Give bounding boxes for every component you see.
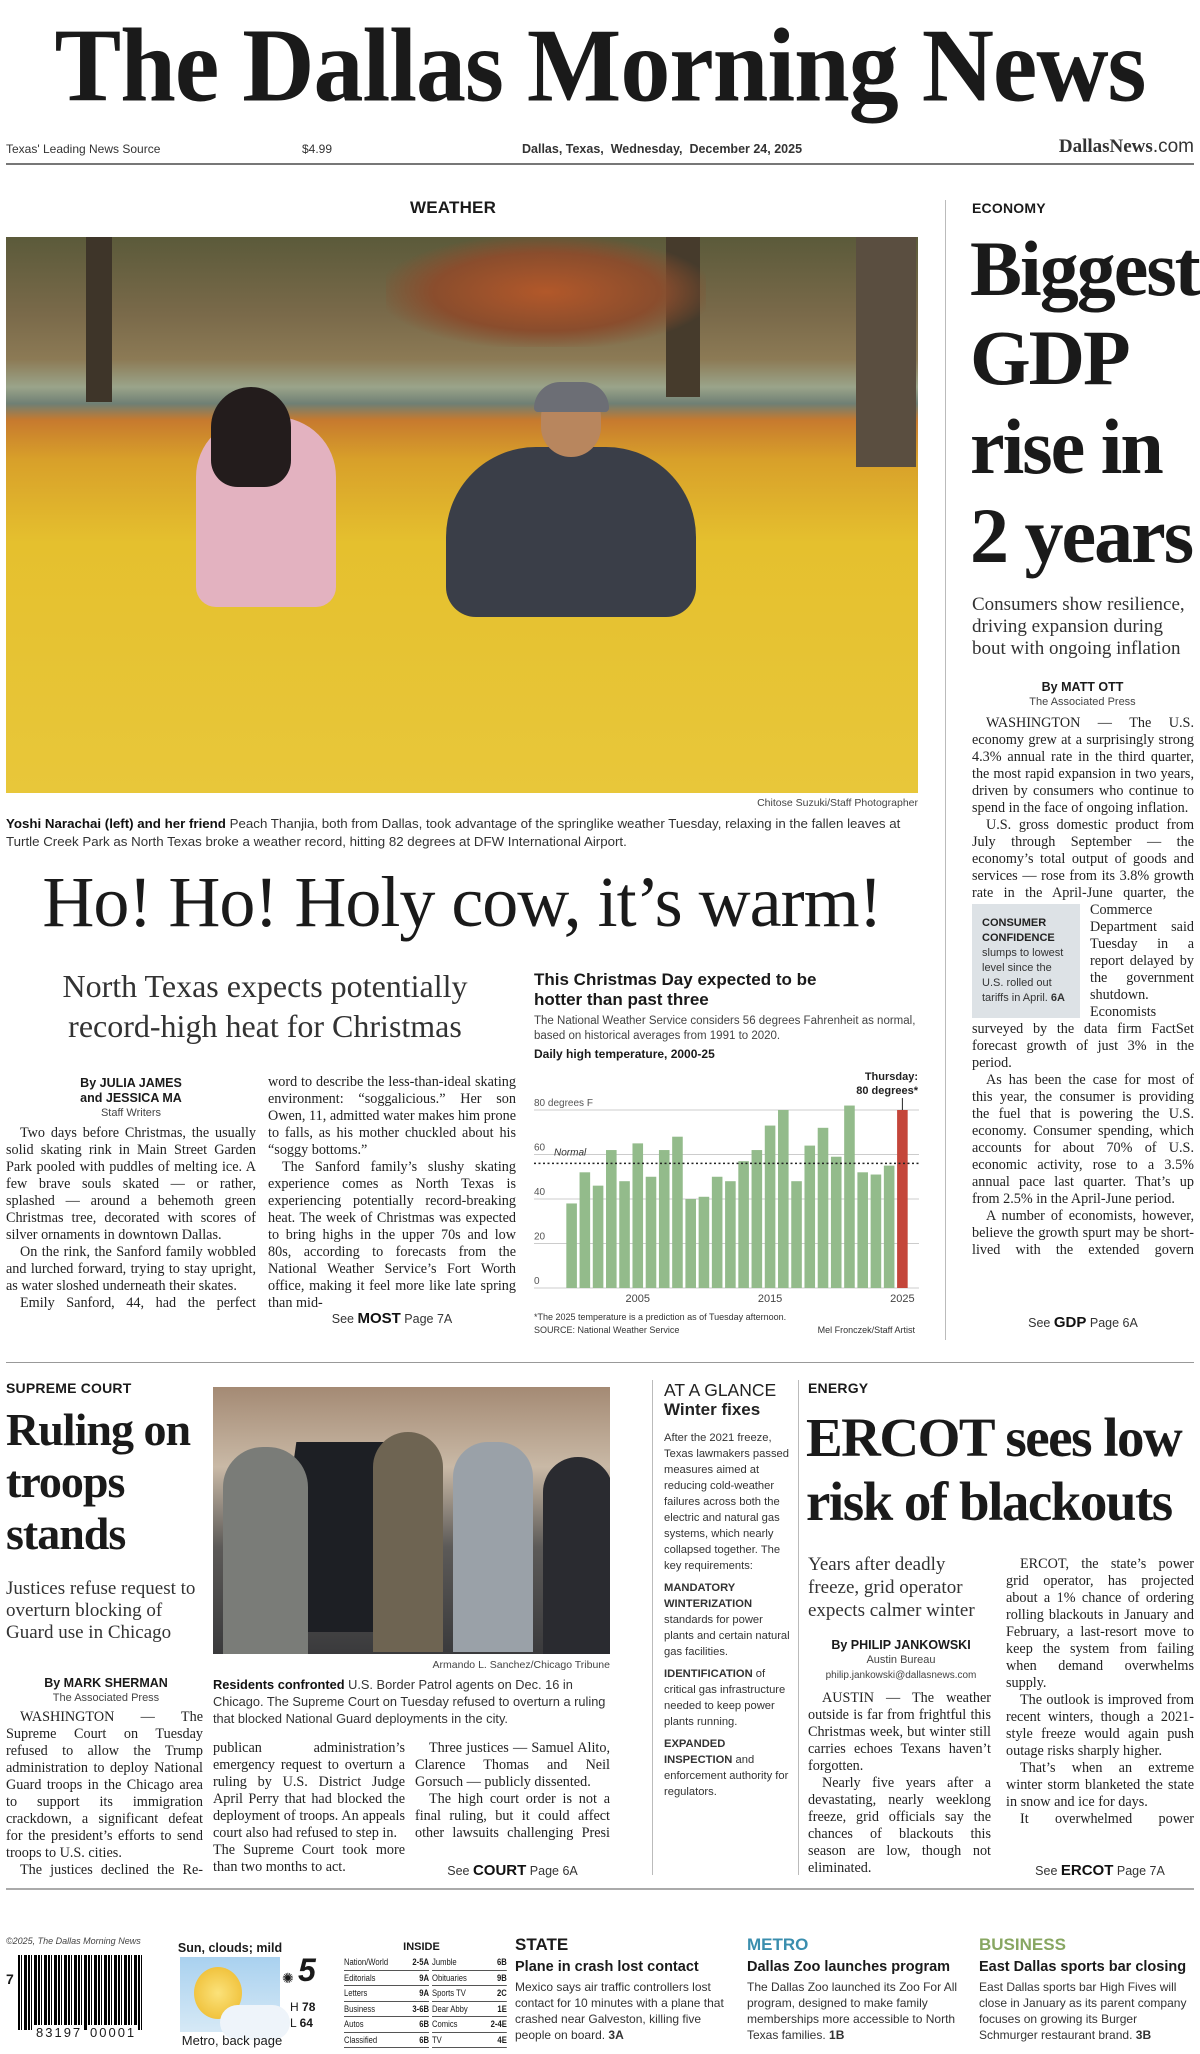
inside-item-page: 1E (497, 2003, 507, 2014)
paragraph: As has been the case for most of this year, the consumer is providing the fuel that is powering the U.S. economy. Consumer spending, which accounts for about 70% of U.S. economic activity, rose to a 3.5% annual pace last quarter. That’s up from 2.5% in the April-June period. (972, 1072, 1194, 1207)
inside-item-page: 9A (419, 1972, 429, 1983)
masthead-title: The Dallas Morning News (54, 7, 1146, 124)
weather-chart (534, 970, 918, 1061)
y-tick-label: 40 (534, 1187, 546, 1198)
economy-jump-link[interactable] (972, 1314, 1194, 1331)
inside-item-page: 3-6B (412, 2003, 429, 2014)
glance-item (664, 1666, 794, 1730)
inside-index-left (344, 1955, 429, 2048)
bar-2020 (831, 1157, 842, 1288)
ercot-byline (806, 1638, 996, 1683)
teaser-page: 1B (829, 2028, 845, 2042)
inside-item-page: 2-4E (490, 2019, 507, 2029)
price: $4.99 (302, 142, 333, 156)
weather-body-col2 (268, 1074, 516, 1312)
footer-rule (6, 1888, 1194, 1890)
site-tld: .com (1152, 136, 1194, 157)
inside-item-page: 2C (497, 1988, 507, 1998)
column-divider (798, 1380, 799, 1875)
section-label-court: SUPREME COURT (6, 1380, 132, 1396)
inside-item-name: Jumble (432, 1957, 457, 1967)
bar-2014 (752, 1150, 763, 1288)
jump-see: See (331, 1312, 354, 1326)
bar-2019 (818, 1128, 829, 1288)
nbc5-logo (282, 1952, 332, 1988)
byline-affiliation: The Associated Press (52, 1692, 160, 1704)
byline-affiliation: The Associated Press (1029, 696, 1136, 708)
column-divider (652, 1380, 653, 1875)
paragraph: Three justices — Samuel Alito, Clarence Thomas and Neil Gorsuch — publicly dissented. (415, 1740, 610, 1790)
inside-item-page: 6B (419, 2034, 429, 2045)
byline-name: By MARK SHERMAN (44, 1676, 168, 1690)
chart-title: This Christmas Day expected to be hotter than past three (534, 970, 817, 1009)
low-value: 64 (299, 2016, 313, 2030)
jump-page: Page 6A (529, 1864, 578, 1878)
annotation-label: Thursday: (864, 1071, 918, 1083)
bar-2013 (738, 1161, 749, 1288)
barcode (6, 1955, 156, 2047)
inside-item[interactable] (344, 2002, 429, 2018)
court-body-col2 (213, 1740, 405, 1876)
forecast-title: Sun, clouds; mild (177, 1941, 283, 1955)
jump-see: See (1035, 1864, 1058, 1878)
inside-item[interactable] (432, 1986, 507, 2002)
inside-item-page: 6B (497, 1957, 507, 1967)
paragraph: The justices declined the Re- (20, 1862, 203, 1878)
jump-see: See (447, 1864, 470, 1878)
economy-deck: Consumers show resilience, driving expansion during bout with ongoing inflation (972, 594, 1185, 659)
paragraph: ERCOT, the state’s power grid operator, has projected about a 1% chance of ordering rolling blackouts in January and February, a last-resort move to keep the system from failing when demand overwhelms supply. (1006, 1556, 1194, 1691)
bar-2025 (897, 1110, 908, 1288)
teaser-page: 3B (1135, 2028, 1152, 2042)
teaser-metro[interactable] (747, 1935, 967, 2043)
ercot-body-col2 (1006, 1556, 1194, 1828)
paragraph: word to describe the less-than-ideal skating environment: “soggalicious.” Her son Owen, 11, admitted water makes him prone to falls, as his mother chuckled about his “soggy bottoms.” (268, 1074, 516, 1158)
glance-item (664, 1580, 794, 1660)
ercot-jump-link[interactable] (1006, 1862, 1194, 1879)
bar-2008 (672, 1137, 683, 1288)
high-value: 78 (302, 2000, 316, 2014)
glance-item-lead: MANDATORY WINTERIZATION (664, 1582, 753, 1610)
at-a-glance-box (664, 1380, 794, 1800)
section-label-economy: ECONOMY (972, 200, 1046, 216)
jump-keyword: COURT (472, 1862, 527, 1879)
bar-2004 (619, 1181, 630, 1288)
caption-text: Peach Thanjia, both from Dallas, took advantage of the springlike weather Tuesday, relaxing in the fallen leaves at Turtle Creek Park as North Texas broke a weather record, hitting 82 degrees at DFW International Airport. (6, 816, 901, 849)
teaser-text (515, 1979, 730, 2043)
bystander (543, 1457, 610, 1654)
tree-trunk (856, 237, 916, 467)
site-link[interactable] (1059, 136, 1194, 158)
forecast-high (290, 2000, 315, 2014)
bar-2007 (659, 1150, 670, 1288)
paragraph: A number of economists, however, believe the growth spurt may be short-lived with the extended govern (972, 1208, 1194, 1258)
inside-item[interactable] (432, 2033, 507, 2049)
weather-byline (6, 1076, 256, 1121)
bar-2011 (712, 1177, 723, 1288)
inside-item-page: 2-5A (412, 1957, 429, 1967)
teaser-body: East Dallas sports bar High Fives will close in January as its parent company focuses on growing its Burger Schmurger restaurant brand. (979, 1980, 1187, 2042)
inside-item-name: Classified (344, 2034, 378, 2045)
inside-item-name: Nation/World (344, 1957, 389, 1967)
bar-2016 (778, 1110, 789, 1288)
teaser-body: Mexico says air traffic controllers lost contact for 10 minutes with a plane that crashed near Galveston, killing five people on board. (515, 1980, 724, 2042)
byline-email[interactable]: philip.jankowski@dallasnews.com (825, 1670, 977, 1681)
person-right-cap (534, 382, 609, 412)
glance-title: Winter fixes (664, 1400, 761, 1419)
teaser-text (979, 1979, 1197, 2043)
inside-item[interactable] (432, 1955, 507, 1971)
resident (453, 1442, 533, 1652)
glance-item-text: standards for power plants and certain natural gas facilities. (664, 1614, 790, 1658)
paragraph: publican administration’s emergency request to overturn a ruling by U.S. District Judge April Perry that had blocked the deployment of troops. An appeals court also had refused to step in. (213, 1740, 405, 1841)
y-tick-label: 60 (534, 1142, 546, 1154)
inset-text: slumps to lowest level since the U.S. rolled out tariffs in April. (982, 947, 1064, 1004)
weather-jump-link[interactable] (268, 1310, 516, 1327)
bar-2002 (593, 1186, 604, 1288)
byline-affiliation: Staff Writers (100, 1107, 162, 1119)
court-headline[interactable]: Ruling on troops stands (6, 1404, 191, 1559)
byline-affiliation: Austin Bureau (866, 1654, 936, 1666)
nbc-peacock-icon: ✺ (282, 1970, 294, 1986)
inside-item-name: Letters (344, 1988, 368, 1998)
chart-subtitle: The National Weather Service considers 56 degrees Fahrenheit as normal, based on historical averages from 1991 to 2020. (534, 1015, 916, 1042)
ercot-deck: Years after deadly freeze, grid operator expects calmer winter (808, 1554, 975, 1621)
annotation-value: 80 degrees* (856, 1085, 918, 1097)
inside-item[interactable] (432, 1971, 507, 1987)
normal-label: Normal (554, 1147, 587, 1159)
chart-credit: Mel Fronczek/Staff Artist (817, 1325, 915, 1335)
paragraph: The Sanford family’s slushy skating experience comes as North Texas is experiencing potentially record-breaking heat. The week of Christmas was expected to bring highs in the upper 70s and low 80s, according to forecasts from the National Weather Service’s Fort Worth office, making it feel more like late spring than mid- (268, 1159, 516, 1311)
weather-deck: North Texas expects potentially record-high heat for Christmas (62, 968, 468, 1044)
byline-name: By PHILIP JANKOWSKI (831, 1638, 971, 1652)
paragraph: That’s when an extreme winter storm blanketed the state in snow and ice for days. (1006, 1760, 1194, 1810)
paragraph: Nearly five years after a devastating, nearly weeklong freeze, grid officials say the chances of blackouts this season are low, though not eliminated. (808, 1775, 991, 1876)
person-right (446, 447, 696, 617)
teaser-body: The Dallas Zoo launched its Zoo For All program, designed to make family memberships more accessible to North Texas families. (747, 1980, 958, 2042)
bar-2015 (765, 1126, 776, 1288)
teaser-page: 3A (608, 2028, 624, 2042)
teaser-headline: Plane in crash lost contact (515, 1959, 699, 1975)
court-byline (6, 1676, 206, 1706)
bar-2021 (844, 1106, 855, 1288)
barcode-digits-left: 83197 (36, 2025, 83, 2040)
court-photo-credit: Armando L. Sanchez/Chicago Tribune (432, 1659, 610, 1671)
paragraph-part: U.S. gross domestic product from July through September — the economy’s total output of goods and services — rose from its 3.8% growth rate in the April-June quarter, the (972, 817, 1194, 901)
section-label-weather: WEATHER (410, 198, 497, 217)
ercot-headline[interactable]: ERCOT sees low risk of blackouts (806, 1407, 1182, 1532)
weather-photo[interactable] (6, 237, 918, 793)
court-photo-caption (213, 1676, 610, 1727)
glance-item-text: of critical gas infrastructure needed to keep power plants running. (664, 1668, 786, 1728)
inside-item-page: 9A (419, 1988, 429, 1998)
inside-item[interactable] (432, 2017, 507, 2033)
court-body-col1 (6, 1709, 203, 1879)
byline-name: By MATT OTT (1041, 680, 1124, 694)
inside-item-page: 6B (419, 2019, 429, 2029)
court-photo[interactable] (213, 1387, 610, 1654)
inside-item[interactable] (344, 1971, 429, 1987)
paragraph: The Supreme Court took more than two months to act. (213, 1842, 405, 1875)
weather-photo-credit: Chitose Suzuki/Staff Photographer (757, 797, 918, 809)
teaser-section: STATE (515, 1935, 569, 1954)
paragraph: It overwhelmed power (1020, 1811, 1194, 1827)
forecast-low (290, 2016, 313, 2030)
economy-body (972, 715, 1194, 1259)
bar-2022 (857, 1172, 868, 1288)
low-label: L (290, 2016, 297, 2030)
teaser-headline: Dallas Zoo launches program (747, 1959, 951, 1975)
jump-page: Page 7A (404, 1312, 453, 1326)
caption-text: U.S. Border Patrol agents on Dec. 16 in Chicago. The Supreme Court on Tuesday refused to overturn a ruling that blocked National Guard deployments in the city. (213, 1677, 606, 1726)
chart-plot (534, 1060, 919, 1310)
caption-lead: Residents confronted (213, 1677, 345, 1692)
paragraph-part: Commerce Department said Tuesday in a report delayed by the government shutdown. Economists surveyed by the data firm FactSet forecast growth of just 3% in the period. (972, 902, 1194, 1071)
forecast-link[interactable]: Metro, back page (181, 2033, 283, 2048)
economy-headline[interactable]: Biggest GDP rise in 2 years (970, 225, 1199, 579)
consumer-confidence-inset[interactable] (972, 904, 1080, 1018)
jump-see: See (1028, 1316, 1051, 1330)
paragraph: WASHINGTON — The Supreme Court on Tuesday refused to allow the Trump administration to deploy National Guard troops in the Chicago area to support its immigration crackdown, a significant defeat for the president’s efforts to send troops to U.S. cities. (6, 1709, 203, 1861)
jump-keyword: MOST (357, 1310, 401, 1327)
x-tick-label: 2005 (625, 1293, 651, 1305)
inside-item[interactable] (344, 1986, 429, 2002)
jump-page: Page 7A (1116, 1864, 1165, 1878)
info-bar (6, 138, 1194, 162)
paragraph: The high court order is not a final ruling, but it could affect other lawsuits challenging Presi (415, 1791, 610, 1841)
y-tick-label: 0 (534, 1276, 540, 1287)
tagline: Texas' Leading News Source (6, 142, 161, 156)
tv-logo-number: 5 (298, 1952, 316, 1988)
barcode-lead-digit: 7 (6, 1971, 14, 1987)
chart-source: SOURCE: National Weather Service (534, 1325, 680, 1335)
bar-2001 (580, 1172, 591, 1288)
bar-2023 (871, 1175, 882, 1288)
inside-item-name: Dear Abby (432, 2003, 468, 2014)
bar-2009 (685, 1199, 696, 1288)
inside-item-name: Autos (344, 2019, 364, 2029)
paragraph: Two days before Christmas, the usually solid skating rink in Main Street Garden Park pooled with puddles of melting ice. A few brave souls skated — or rather, splashed — around a behemoth green Christmas tree, decorated with scores of silver ornaments in downtown Dallas. (6, 1125, 256, 1243)
paragraph: On the rink, the Sanford family wobbled and lurched forward, trying to stay upright, as water sloshed underneath their skates. (6, 1244, 256, 1294)
weather-icon (180, 1957, 280, 2032)
bar-2017 (791, 1181, 802, 1288)
section-label-energy: ENERGY (808, 1380, 869, 1396)
bar-2018 (804, 1146, 815, 1288)
chart-label: Daily high temperature, 2000-25 (534, 1047, 715, 1061)
agent (373, 1432, 443, 1652)
ercot-body-col1 (808, 1690, 991, 1877)
inside-item[interactable] (344, 2017, 429, 2033)
inside-item-page: 9B (497, 1972, 507, 1983)
bar-2006 (646, 1177, 657, 1288)
economy-byline (970, 680, 1195, 710)
bar-2012 (725, 1181, 736, 1288)
column-divider (945, 200, 946, 1340)
inside-item-name: Comics (432, 2019, 458, 2029)
inside-item-name: TV (432, 2034, 442, 2045)
teaser-section: METRO (747, 1935, 809, 1954)
glance-item-lead: IDENTIFICATION (664, 1668, 753, 1680)
paragraph: WASHINGTON — The U.S. economy grew at a surprisingly strong 4.3% annual rate in the third quarter, the most rapid expansion in two years, driven by consumers who continue to spend in the face of ongoing inflation. (972, 715, 1194, 816)
inset-title: CONSUMER CONFIDENCE (982, 917, 1055, 944)
tree-trunk (86, 237, 112, 402)
glance-intro: After the 2021 freeze, Texas lawmakers passed measures aimed at reducing cold-weather failures across both the electric and natural gas systems, which nearly collapsed together. The key requirements: (664, 1432, 789, 1572)
weather-photo-caption (6, 815, 918, 851)
court-jump-link[interactable] (415, 1862, 610, 1879)
teaser-business[interactable] (979, 1935, 1197, 2043)
jump-keyword: GDP (1053, 1314, 1087, 1331)
person-left-hair (211, 387, 291, 487)
barcode-digits-right: 00001 (90, 2025, 137, 2040)
inside-item-name: Editorials (344, 1972, 376, 1983)
paragraph: Emily Sanford, 44, had the perfect (20, 1295, 256, 1311)
agent (223, 1447, 308, 1654)
x-tick-label: 2025 (890, 1293, 915, 1305)
bar-2003 (606, 1150, 617, 1288)
inside-item[interactable] (344, 1955, 429, 1971)
inside-item-name: Business (344, 2003, 376, 2014)
inside-item-page: 4E (497, 2034, 507, 2045)
y-tick-label: 20 (534, 1231, 546, 1243)
inside-item[interactable] (432, 2002, 507, 2018)
bar-2010 (699, 1197, 710, 1288)
inside-item[interactable] (344, 2033, 429, 2049)
paragraph: The outlook is improved from recent winters, though a 2021-style freeze would again push outage risks sharply higher. (1006, 1692, 1194, 1759)
bar-2000 (566, 1203, 577, 1288)
inside-item-name: Sports TV (432, 1988, 466, 1998)
byline-name: By JULIA JAMES (80, 1076, 182, 1090)
glance-item-lead: EXPANDED INSPECTION (664, 1738, 733, 1766)
inside-item-name: Obituaries (432, 1972, 467, 1983)
site-brand: DallasNews (1058, 136, 1153, 157)
glance-kicker: AT A GLANCE (664, 1380, 777, 1400)
teaser-section: BUSINESS (979, 1935, 1066, 1954)
barcode-bars (18, 1955, 143, 2030)
byline-name-2: and JESSICA MA (80, 1091, 182, 1105)
teaser-text (747, 1979, 967, 2043)
jump-page: Page 6A (1089, 1316, 1138, 1330)
section-rule (6, 1362, 1194, 1363)
glance-item-text: and enforcement authority for regulators. (664, 1754, 789, 1798)
inset-page: 6A (1050, 992, 1065, 1004)
y-tick-label: 80 degrees F (534, 1098, 593, 1109)
bar-2024 (884, 1166, 895, 1288)
jump-keyword: ERCOT (1060, 1862, 1114, 1879)
masthead (0, 8, 1200, 123)
high-label: H (290, 2000, 299, 2014)
copyright: ©2025, The Dallas Morning News (6, 1936, 141, 1946)
caption-lead: Yoshi Narachai (left) and her friend (6, 816, 226, 831)
bar-2005 (632, 1143, 643, 1288)
teaser-state[interactable] (515, 1935, 730, 2043)
inside-title: INSIDE (403, 1941, 440, 1953)
tree-canopy (386, 237, 706, 347)
court-deck: Justices refuse request to overturn blocking of Guard use in Chicago (6, 1578, 196, 1643)
dateline: Dallas, Texas, Wednesday, December 24, 2025 (522, 142, 803, 156)
teaser-headline: East Dallas sports bar closing (979, 1959, 1187, 1975)
weather-headline[interactable]: Ho! Ho! Holy cow, it’s warm! (42, 862, 882, 942)
chart-footnote: *The 2025 temperature is a prediction as of Tuesday afternoon. (534, 1312, 787, 1322)
x-tick-label: 2015 (757, 1293, 783, 1305)
glance-item (664, 1736, 794, 1800)
weather-body-col1 (6, 1125, 256, 1312)
paragraph: AUSTIN — The weather outside is far from frightful this Christmas week, but winter still carries echoes Texans haven’t forgotten. (808, 1690, 991, 1774)
court-body-col3 (415, 1740, 610, 1842)
masthead-rule (6, 163, 1194, 165)
inside-index-right (432, 1955, 517, 2048)
